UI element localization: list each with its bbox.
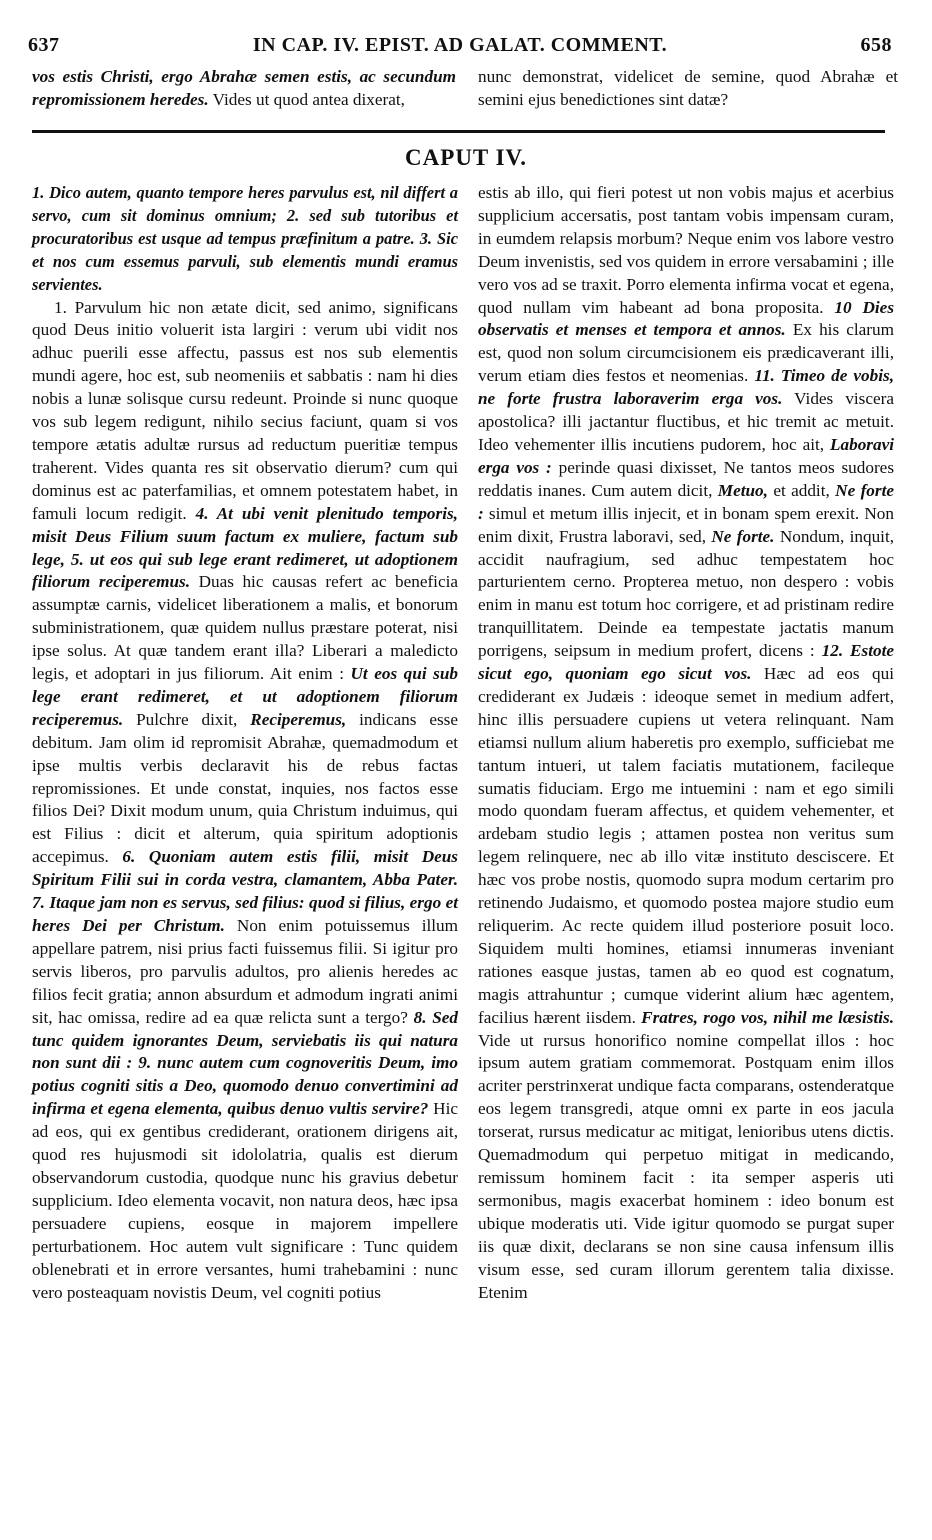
scripture-quote: Laboravi erga vos : [478, 434, 894, 477]
page-number-right: 658 [860, 34, 892, 56]
commentary-text: et addit, [767, 480, 836, 500]
scripture-quote: Metuo, [717, 480, 768, 500]
scripture-quote: Fratres, rogo vos, nihil me læsistis. [641, 1007, 894, 1027]
left-commentary [32, 297, 458, 1305]
commentary-text: Pulchre dixit, [123, 709, 251, 729]
scripture-quote: 11. Timeo de vobis, ne forte frustra laboraverim erga vos. [478, 366, 894, 409]
commentary-text: nunc demonstrat, videlicet de semine, quod Abrahæ et semini ejus benedictiones sint datæ? [478, 67, 898, 109]
page-number-left: 637 [28, 34, 60, 56]
left-column [32, 182, 458, 1304]
scripture-quote: 10 Dies observatis et menses et tempora et annos. [478, 297, 895, 340]
chapter-heading: CAPUT IV. [405, 145, 527, 170]
commentary-text: indicans esse debitum. Jam olim id repromisit Abrahæ, quemadmodum et ipse multis verbis declaravit his de rebus factas repromissiones. Et unde constat, inquies, nos factos esse filios Dei? Dixit modum unum, quia Christum induimus, qui est Filius : dicit et alterum, quia spiritum adoptionis accepimus. [32, 709, 458, 867]
top-right-continuation [478, 66, 898, 112]
running-title: IN CAP. IV. EPIST. AD GALAT. COMMENT. [252, 34, 668, 56]
commentary-text: estis ab illo, qui fieri potest ut non vobis majus et acerbius supplicium accersatis, post tantam vobis impensam curam, in eumdem relapsis morbum? Neque enim vos labore vestro Deum invenistis, sed vos quidem in errore versabamini ; ille vero vos ad se traxit. Porro elementa infirma vocat et egena, quod nullam vim habeant ad bona proposita. [478, 183, 894, 317]
scripture-quote: Ut eos qui sub lege erant redimeret, et ut adoptionem filiorum reciperemus. [32, 664, 458, 729]
verse-text-1-3: 1. Dico autem, quanto tempore heres parvulus est, nil differt a servo, cum sit dominus omnium; 2. sed sub tutoribus et procuratoribus est usque ad tempus præfinitum a patre. 3. Sic et nos cum essemus parvuli, sub elementis mundi eramus servientes. [32, 183, 458, 294]
chapter-rule [32, 130, 885, 133]
scripture-quote: 4. At ubi venit plenitudo temporis, misit Deus Filium suum factum ex muliere, factum sub lege, 5. ut eos qui sub lege erant redimeret, ut adoptionem filiorum reciperemus. [32, 503, 458, 592]
scripture-quote: Ne forte. [711, 526, 775, 546]
commentary-text: Duas hic causas refert ac beneficia assumptæ carnis, videlicet liberationem a malis, et bonorum subministrationem, quæ quidem nullus præstare poterat, nisi ipse solus. At quæ tandem erant illa? Liberari a maledicto legis, et adoptari in jus filiorum. Ait enim : [32, 572, 458, 684]
commentary-text: Vide ut rursus honorifico nomine compellat illos : hoc ipsum autem gratiam commemorat. Postquam enim illos acriter perstrinxerat undique facta comparans, ostenderatque eos legem transgredi, atque omni ex parte in eos jacula torserat, rursus medicatur ac mitigat, lenioribus utens dictis. Quemadmodum qui perpetuo mitigat in medicando, remissum hominem facit : ita semper asperis uti sermonibus, magis exacerbat hominem : ideo bonum est ubique moderatis uti. Vide igitur quomodo se purgat super iis quæ dixit, declarans se non sine causa infensum illis visum esse, sed curam illorum gerentem talia dixisse. Etenim [478, 1030, 894, 1302]
commentary-text: Hic ad eos, qui ex gentibus crediderant, orationem dirigens ait, quod res hujusmodi sit idololatria, qualis est dierum observandorum custodia, quodque nunc his gravius debetur supplicium. Ideo elementa vocavit, non natura deos, hæc ipsa persuadere cupiens, eosque in majorem impellere perturbationem. Hoc autem vult significare : Tunc quidem oblenebrati et in errore versantes, humi trahebamini : nunc vero posteaquam novistis Deum, vel cogniti potius [32, 1099, 458, 1302]
scripture-quote: 6. Quoniam autem estis filii, misit Deus Spiritum Filii sui in corda vestra, clamantem, Abba Pater. 7. Itaque jam non es servus, sed filius: quod si filius, ergo et heres Dei per Christum. [32, 847, 458, 935]
top-left-continuation [32, 66, 456, 112]
scripture-quote: vos estis Christi, ergo Abrahæ semen estis, ac secundum repromissionem heredes. [32, 67, 456, 109]
commentary-text: Vides ut quod antea dixerat, [208, 89, 405, 109]
commentary-text: Hæc ad eos qui crediderant ex Judæis : ideoque semet in medium adfert, hinc illis persuadere cupiens ut vetera relinquant. Nam etiamsi nullum alium haberetis pro exemplo, sufficiebat me tantum intueri, ut talem faciatis mutationem, facileque sumatis fiduciam. Ergo me intuemini : nam et ego simili modo quondam fueram affectus, et quidem vehementer, et ardebam studio legis ; attamen postea non veritus sum legem relinquere, nec ab illo vitæ instituto desciscere. Et hæc vos probe nostis, quomodo supra modum certarim pro retinendo Judaismo, et quomodo postea majore studio eum reliquerim. Ac recte quidem illud posteriore posuit loco. Siquidem multi homines, etiamsi innumeras inveniant rationes easque justas, tamen ab eo quod est cognatum, magis attrahuntur ; cumque viderint alium hæc agentem, facilius hærent iisdem. [478, 664, 894, 1027]
commentary-text: perinde quasi dixisset, Ne tantos meos sudores reddatis inanes. Cum autem dicit, [478, 457, 895, 500]
right-commentary [478, 182, 894, 1304]
scripture-quote: 12. Estote sicut ego, quoniam ego sicut vos. [478, 641, 894, 684]
commentary-text: Ex his clarum est, quod non solum circumcisionem eis prædicaverant illi, verum etiam dies festos et neomenias. [478, 320, 894, 386]
commentary-text: Nondum, inquit, accidit naufragium, sed adhuc tempestatem hoc parturientem cerno. Propterea metuo, non despero : vobis enim in manu est totum hoc corrigere, et ad pristinam redire tranquillitatem. Deinde ea tempestate jactatis manum porrigens, seipsum in medium profert, dicens : [478, 526, 895, 661]
scripture-quote: Ne forte : [478, 480, 894, 523]
commentary-text: Non enim potuissemus illum appellare patrem, nisi prius facti fuissemus filii. Si igitur pro servis liberos, pro parvulis adultos, pro alienis heredes ac filios fecit gratia; annon absurdum et admodum ingrati animi sit, hac omissa, redire ad ea quæ relicta sunt a tergo? [32, 916, 458, 1027]
commentary-text: 1. Parvulum hic non ætate dicit, sed animo, significans quod Deus initio voluerit ista largiri : verum ubi vidit nos adhuc puerili esse affectu, passus est nos sub elementis mundi agere, hoc est, sub neomeniis et sabbatis : nam hi dies nobis a lunæ solisque cursu redeunt. Proinde si nunc quoque vos sub legem redigunt, nihilo secius faciunt, quam si vos tempore ætatis adultæ rursus ad reductum pueritiæ tempus traherent. Vides quanta res sit observatio dierum? cum qui dominus est ac paterfamilias, et omnem potestatem habet, in famuli locum redigit. [32, 297, 458, 523]
commentary-text: Vides viscera apostolica? illi jactantur fluctibus, et hic tremit ac metuit. Ideo vehementer illis incutiens pudorem, hoc ait, [478, 389, 894, 454]
scripture-quote: Reciperemus, [250, 709, 347, 729]
right-column [478, 182, 894, 1304]
scripture-quote: 8. Sed tunc quidem ignorantes Deum, serviebatis iis qui natura non sunt dii : 9. nunc autem cum cognoveritis Deum, imo potius cogniti sitis a Deo, quomodo denuo convertimini ad infirma et egena elementa, quibus denuo vultis servire? [32, 1007, 459, 1119]
running-head [28, 34, 892, 60]
commentary-text: simul et metum illis injecit, et in bonam spem erexit. Non enim dixit, Frustra laboravi, sed, [478, 503, 894, 546]
